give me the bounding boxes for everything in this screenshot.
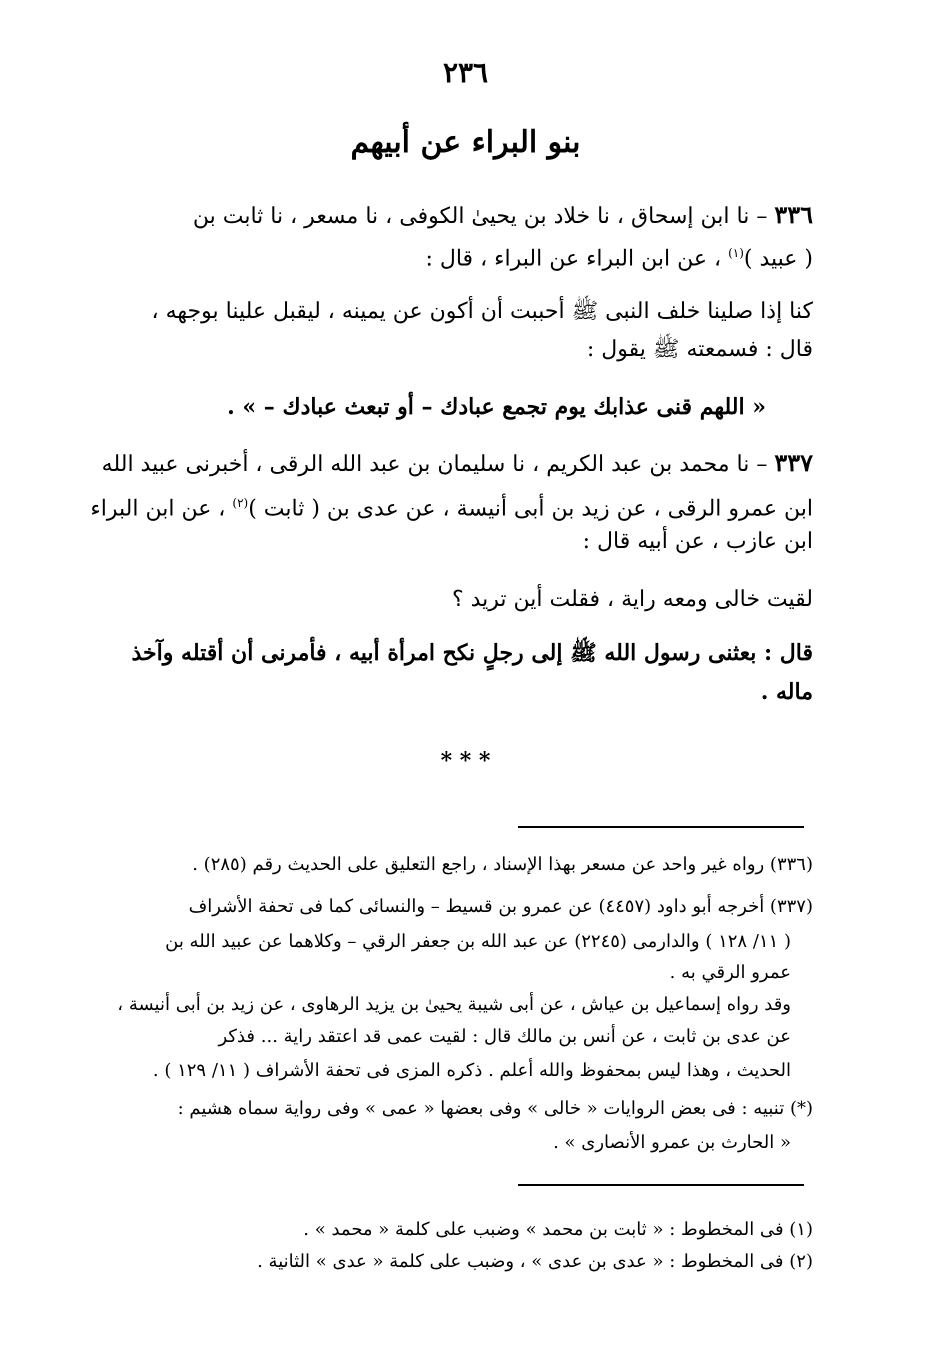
- hadith-337-isnad-line-2: [90, 488, 813, 524]
- hadith-336-dua: « اللهم قنى عذابك يوم تجمع عبادك – أو تبعث عبادك – » .: [227, 394, 766, 420]
- hadith-336-isnad-line-1: [193, 200, 813, 232]
- hadith-336-isnad-line-2: [425, 238, 813, 274]
- footnote-ref: (١): [728, 246, 744, 260]
- footnotes-divider: [518, 1184, 804, 1186]
- note-line: عن عدى بن ثابت ، عن أنس بن مالك قال : لقيت عمى قد اعتقد راية ... فذكر: [218, 1026, 791, 1047]
- page-number: ٢٣٦: [442, 56, 489, 89]
- isnad-text: ، عن ابن البراء عن البراء ، قال :: [425, 246, 729, 272]
- isnad-text: ، عن ابن البراء: [90, 496, 233, 522]
- hadith-336-text-line-1: كنا إذا صلينا خلف النبى ﷺ أحببت أن أكون عن يمينه ، ليقبل علينا بوجهه ،: [151, 299, 813, 324]
- note-line: ( ١١/ ١٢٨ ) والدارمى (٢٢٤٥) عن عبد الله بن جعفر الرقي – وكلاهما عن عبيد الله بن: [165, 931, 791, 952]
- note-line: « الحارث بن عمرو الأنصارى » .: [553, 1132, 791, 1153]
- dash: –: [749, 204, 775, 229]
- footnote-1: (١) فى المخطوط : « ثابت بن محمد » وضبب على كلمة « محمد » .: [303, 1219, 813, 1240]
- section-separator: * * *: [440, 748, 491, 774]
- isnad-text: ابن عمرو الرقى ، عن زيد بن أبى أنيسة ، عن عدى بن ( ثابت ): [248, 496, 813, 522]
- note-line: الحديث ، وهذا ليس بمحفوظ والله أعلم . ذكره المزى فى تحفة الأشراف ( ١١/ ١٢٩ ) .: [152, 1060, 791, 1081]
- footnote-2: (٢) فى المخطوط : « عدى بن عدى » ، وضبب على كلمة « عدى » الثانية .: [257, 1251, 813, 1272]
- hadith-337-isnad-line-1: [102, 448, 813, 480]
- note-line: (٣٣٦) رواه غير واحد عن مسعر بهذا الإسناد ، راجع التعليق على الحديث رقم (٢٨٥) .: [192, 854, 813, 875]
- note-line: وقد رواه إسماعيل بن عياش ، عن أبى شيبة يحيىٰ بن يزيد الرهاوى ، عن زيد بن أبى أنيسة ،: [117, 994, 791, 1015]
- dash: –: [749, 452, 775, 477]
- isnad-text: ( عبيد ): [743, 246, 813, 272]
- hadith-337-text-line-3: ماله .: [760, 679, 813, 705]
- hadith-337-text-line-2: قال : بعثنى رسول الله ﷺ إلى رجلٍ نكح امرأة أبيه ، فأمرنى أن أقتله وآخذ: [131, 640, 813, 666]
- isnad-text: نا محمد بن عبد الكريم ، نا سليمان بن عبد الله الرقى ، أخبرنى عبيد الله: [101, 452, 750, 477]
- isnad-text: نا ابن إسحاق ، نا خلاد بن يحيىٰ الكوفى ، نا مسعر ، نا ثابت بن: [192, 204, 750, 229]
- note-line: عمرو الرقي به .: [669, 962, 791, 983]
- note-line: (٣٣٧) أخرجه أبو داود (٤٤٥٧) عن عمرو بن قسيط – والنسائى كما فى تحفة الأشراف: [188, 896, 813, 917]
- hadith-337-text-line-1: لقيت خالى ومعه راية ، فقلت أين تريد ؟: [451, 587, 813, 612]
- hadith-number: ٣٣٦: [774, 200, 813, 229]
- note-line: (*) تنبيه : فى بعض الروايات « خالى » وفى بعضها « عمى » وفى رواية سماه هشيم :: [177, 1098, 813, 1119]
- hadith-336-text-line-2: قال : فسمعته ﷺ يقول :: [586, 337, 813, 362]
- notes-divider: [518, 826, 804, 828]
- chapter-title: بنو البراء عن أبيهم: [350, 125, 581, 160]
- hadith-337-isnad-line-3: ابن عازب ، عن أبيه قال :: [582, 529, 813, 554]
- footnote-ref: (٢): [232, 496, 249, 510]
- hadith-number: ٣٣٧: [774, 448, 813, 477]
